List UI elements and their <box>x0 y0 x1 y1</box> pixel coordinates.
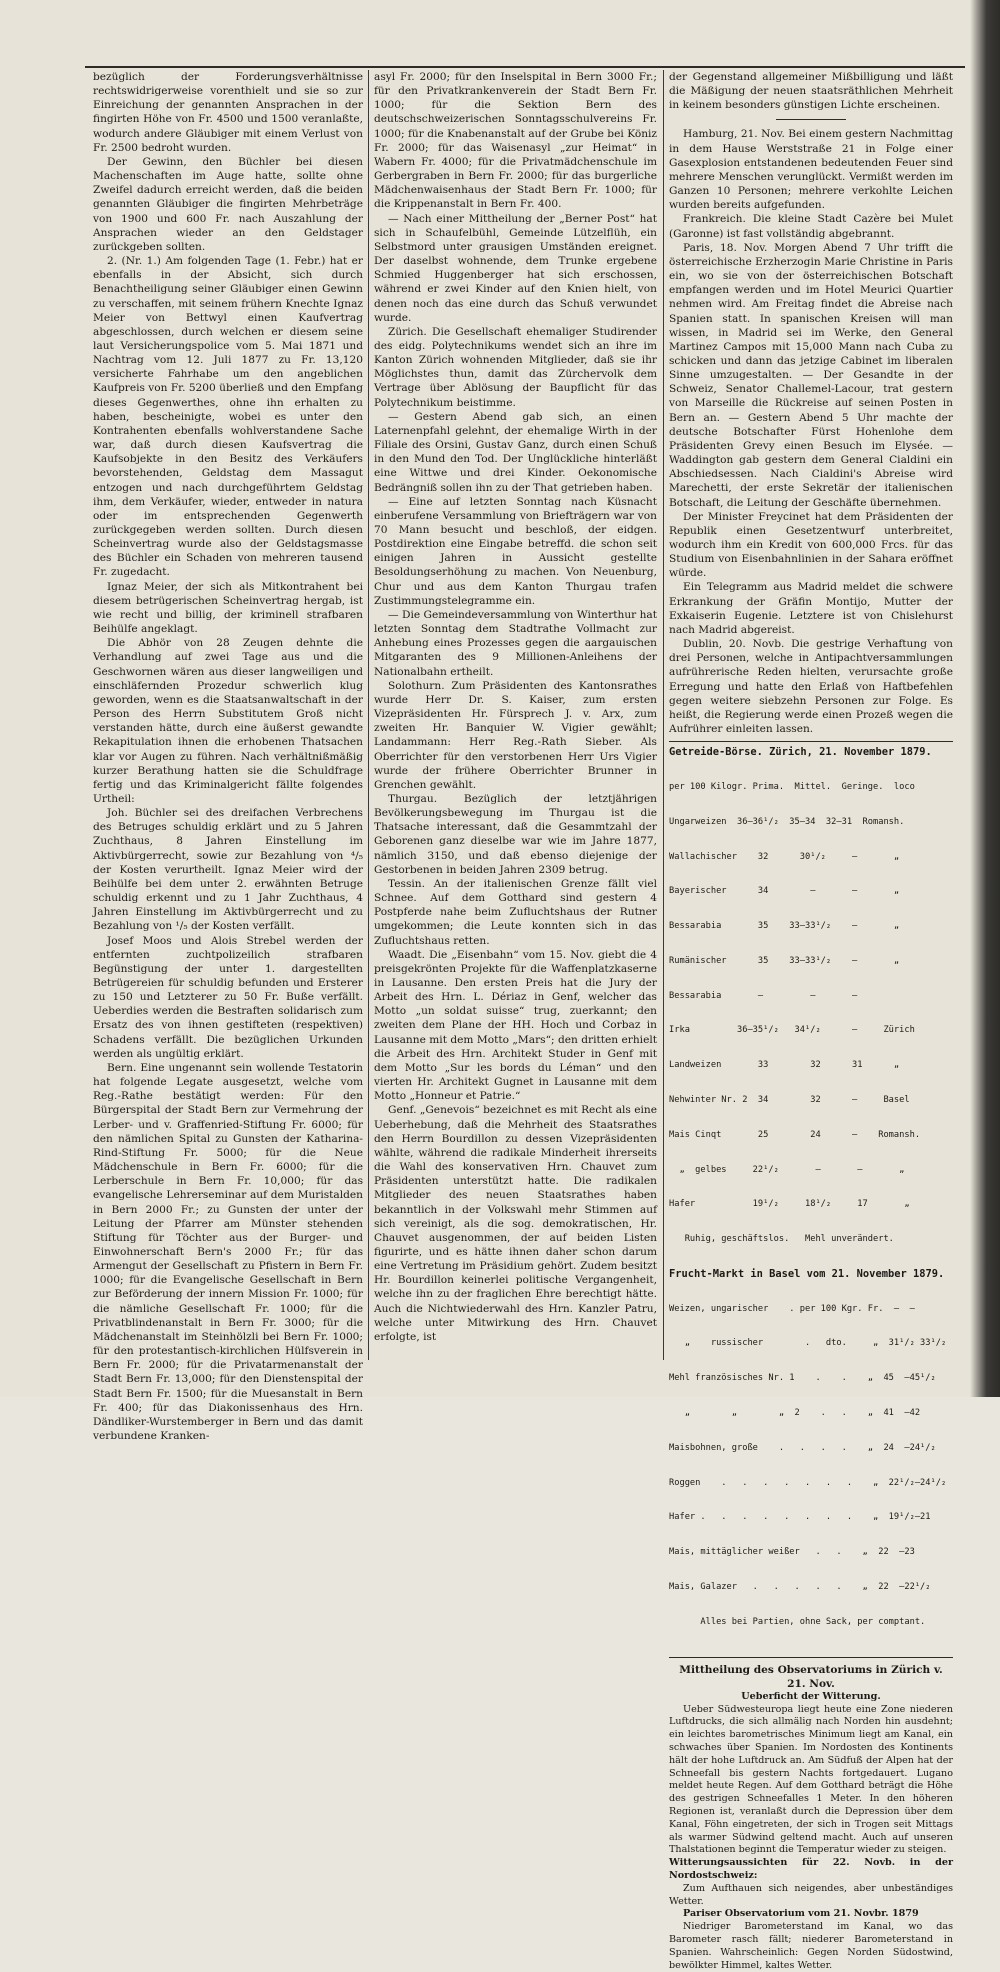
col3-paragraph: Der Minister Freycinet hat dem Präsidenten der Republik einen Gesetzentwurf unterbreitet, wodurch ihm ein Kredit von 600,000 Frcs. für das Studium von Eisenbahnlinien in der Sahara eröffnet würde. <box>669 510 953 580</box>
column-2 <box>374 70 657 1360</box>
page-edge-shadow <box>970 0 1000 1397</box>
grain-exchange-table <box>669 759 953 1269</box>
weather-overview-text: Ueber Südwesteuropa liegt heute eine Zone niederen Luftdrucks, die sich allmälig nach Norden hin ausdehnt; ein leichtes barometrisches Minimum liegt am Kanal, ein schwaches über Spanien. Im Nordosten des Kontinents hält der hohe Luftdruck an. Am Südfuß der Alpen hat der Schneefall bis gestern Nachts fortgedauert. Lugano meldet heute Regen. Auf dem Gotthard beträgt die Höhe des gestrigen Schneefalles 1 Meter. In den höheren Regionen ist, veranlaßt durch die Depression über dem Kanal, Föhn eingetreten, der sich in Trogen seit Mittags als warmer Südwind geltend macht. Auch auf unseren Thalstationen beginnt die Temperatur wieder zu steigen. <box>669 1703 953 1856</box>
col2-paragraph: Solothurn. Zum Präsidenten des Kantonsrathes wurde Herr Dr. S. Kaiser, zum ersten Vizepräsidenten Hr. Fürsprech J. v. Arx, zum zweiten Hr. Banquier W. Vigier gewählt; Landammann: Herr Reg.-Rath Sieber. Als Oberrichter für den verstorbenen Herr Urs Vigier wurde der frühere Oberrichter Brunner in Grenchen gewählt. <box>374 679 657 791</box>
market-line: Landweizen 33 32 31 „ <box>669 1060 900 1071</box>
market-line: Nehwinter Nr. 2 34 32 — Basel <box>669 1095 910 1105</box>
market-line: „ „ „ 2 . . „ 41 —42 <box>669 1408 921 1419</box>
market-line: Mais Cinqt 25 24 — Romansh. <box>669 1129 921 1140</box>
market-line: Weizen, ungarischer . per 100 Kgr. Fr. — — <box>669 1303 915 1314</box>
col2-paragraph: — Gestern Abend gab sich, an einen Laternenpfahl gelehnt, der ehemalige Wirth in der Filiale des Orsini, Gustav Ganz, durch einen Schuß in den Mund den Tod. Der Unglückliche hinterläßt eine Wittwe und drei Kinder. Oekonomische Bedrängniß sollen ihn zu der That getrieben haben. <box>374 410 657 494</box>
observatory-title: Mittheilung des Observatoriums in Zürich v. 21. Nov. <box>679 1663 943 1690</box>
col1-paragraph: Der Gewinn, den Büchler bei diesen Machenschaften im Auge hatte, sollte ohne Zweifel dadurch erreicht werden, daß die beiden genannten Gläubiger die fingirten Mehrbeträge von 1900 und 600 Fr. nach Auszahlung der Ansprachen wieder an den Geldstager zurückgeben sollten. <box>93 155 363 253</box>
paris-observatory-text: Niedriger Barometerstand im Kanal, wo das Barometer rasch fällt; niederer Barometerstand in Spanien. Wahrscheinlich: Gegen Norden Südostwind, bewölkter Himmel, kaltes Wetter. <box>669 1921 953 1971</box>
separator <box>669 741 953 742</box>
col2-paragraph: asyl Fr. 2000; für den Inselspital in Bern 3000 Fr.; für den Privatkrankenverein der Stadt Bern Fr. 1000; für die Sektion Bern des deutschschweizerischen Sonntagsschulvereins Fr. 1000; für die Knabenanstalt auf der Grube bei Köniz Fr. 2000; für das Waisenasyl „zur Heimat“ in Wabern Fr. 4000; für die Privatmädchenschule im Gerbergraben in Bern Fr. 2000; für das burgerliche Mädchenwaisenhaus der Stadt Bern Fr. 1000; für die Krippenanstalt in Bern Fr. 400. <box>374 71 657 211</box>
col2-paragraph: — Eine auf letzten Sonntag nach Küsnacht einberufene Versammlung von Briefträgern war von 70 Mann besucht und beschloß, der eidgen. Postdirektion eine Eingabe betreffd. die schon seit einigen Jahren in Aussicht gestellte Besoldungserhöhung zu machen. Von Neuenburg, Chur und aus dem Kanton Thurgau trafen Zustimmungstelegramme ein. <box>374 495 657 607</box>
col2-paragraph: Thurgau. Bezüglich der letztjährigen Bevölkerungsbewegung im Thurgau ist die Thatsache interessant, daß die Gesammtzahl der Geborenen ganz dieselbe war wie im Jahre 1877, nämlich 3150, und daß ebenso diejenige der Gestorbenen in beiden Jahren 2309 betrug. <box>374 792 657 876</box>
weather-overview-title: Ueberficht der Witterung. <box>741 1690 881 1702</box>
col2-paragraph: Waadt. Die „Eisenbahn“ vom 15. Nov. giebt die 4 preisgekrönten Projekte für die Waffenplatzkaserne in Lausanne. Den ersten Preis hat die Jury der Arbeit des Hrn. L. Dériaz in Genf, welcher das Motto „un soldat suisse“ trug, zuerkannt; den zweiten dem Plane der HH. Hoch und Corbaz in Lausanne mit dem Motto „Mars“; den dritten erhielt die Arbeit des Hrn. Architekt Studer in Genf mit dem Motto „Sur les bords du Léman“ und den vierten Hr. Architekt Gugnet in Lausanne mit dem Motto „Honneur et Patrie.“ <box>374 948 657 1103</box>
market-line: Bessarabia — — — <box>669 990 858 1001</box>
market-line: Hafer 19¹/₂ 18¹/₂ 17 „ <box>669 1199 910 1210</box>
col2-paragraph: Zürich. Die Gesellschaft ehemaliger Studirender des eidg. Polytechnikums wendet sich an ihre im Kanton Zürich wohnenden Mitglieder, daß sie ihr Möglichstes thun, damit das Zürchervolk dem Vertrage über Ablösung der Baupflicht für das Polytechnikum beistimme. <box>374 325 657 409</box>
col1-paragraph: bezüglich der Forderungsverhältnisse rechtswidrigerweise vorenthielt und sie so zur Einreichung der genannten Ansprachen in der fingirten Höhe von Fr. 4500 und 1500 veranlaßte, wodurch andere Gläubiger mit einem Verlust von Fr. 2500 bedroht wurden. <box>93 71 363 154</box>
col1-paragraph: 2. (Nr. 1.) Am folgenden Tage (1. Febr.) hat er ebenfalls in der Absicht, sich durch Benachtheiligung seiner Gläubiger einen Gewinn zu verschaffen, mit seinem frühern Knechte Ignaz Meier von Bettwyl einen Kaufvertrag abgeschlossen, durch welchen er diesem seine laut Versicherungspolice vom 5. Mai 1871 und Nachtrag vom 12. Juli 1877 zu Fr. 13,120 versicherte Fahrhabe um den angeblichen Kaufpreis von Fr. 5200 überließ und den Empfang dieses Gegenwerthes, ohne ihn erhalten zu haben, bescheinigte, wobei es unter den Kontrahenten ebenfalls wohlverstandene Sache war, daß durch diesen Kaufsvertrag die Kaufsobjekte in den Besitz des Verkäufers bevorstehenden, Geldstag dem Massagut entzogen und nach durchgeführtem Geldstag ihm, dem Verkäufer, wieder, entweder in natura oder im entsprechenden Gegenwerth zurückgegeben werden sollten. Durch diesen Scheinvertrag wurde also der Geldstagsmasse des Büchler ein Schaden von mehreren tausend Fr. zugedacht. <box>93 255 364 579</box>
col2-paragraph: Tessin. An der italienischen Grenze fällt viel Schnee. Auf dem Gotthard sind gestern 4 Postpferde nahe beim Zufluchtshaus der Rutner umgekommen; die Leute konnten sich in das Zufluchtshaus retten. <box>374 877 657 947</box>
col1-paragraph: Die Abhör von 28 Zeugen dehnte die Verhandlung auf zwei Tage aus und die Geschwornen wären aus dieser langweiligen und einschläfernden Prozedur schwerlich klug geworden, wenn es die Staatsanwaltschaft in der Person des Herrn Substitutem Groß nicht verstanden hätte, durch eine äußerst gewandte Rekapitulation ihnen die erhobenen Thatsachen klar vor Augen zu führen. Nach verhältnißmäßig kurzer Berathung hatten sie die Schuldfrage fertig und das Kriminalgericht fällte folgendes Urtheil: <box>93 637 363 805</box>
market-line: Bayerischer 34 — — „ <box>669 886 900 897</box>
market-line: per 100 Kilogr. Prima. Mittel. Geringe. loco <box>669 781 915 792</box>
col1-paragraph: Ignaz Meier, der sich als Mitkontrahent bei diesem betrügerischen Scheinvertrag hergab, ist wie recht und billig, der kriminell strafbaren Beihülfe angeklagt. <box>93 580 363 636</box>
market-line: Bessarabia 35 33—33¹/₂ — „ <box>669 921 900 932</box>
column-divider <box>663 70 664 1360</box>
basel-market-title: Frucht-Markt in Basel vom 21. November 1879. <box>669 1267 945 1280</box>
market-line: Mais, Galazer . . . . . „ 22 —22¹/₂ <box>669 1581 931 1592</box>
col1-paragraph: Joh. Büchler sei des dreifachen Verbrechens des Betruges schuldig erklärt und zu 5 Jahren Zuchthaus, 8 Jahren Einstellung im Aktivbürgerrecht, sowie zur Bezahlung von ⁴/₅ der Kosten verurtheilt. Ignaz Meier wird der Beihülfe bei dem unter 2. erwähnten Betruge schuldig erkennt und zu 1 Jahr Zuchthaus, 4 Jahren Einstellung im Aktivbürgerrecht und zu Bezahlung von ¹/₅ der Kosten verfällt. <box>93 807 363 933</box>
market-line: Roggen . . . . . . . „ 22¹/₂—24¹/₂ <box>669 1477 947 1488</box>
market-line: Ungarweizen 36—36¹/₂ 35—34 32—31 Romansh. <box>669 816 905 827</box>
col3-paragraph: Ein Telegramm aus Madrid meldet die schwere Erkrankung der Gräfin Montijo, Mutter der Exkaiserin Eugenie. Letztere ist von Chislehurst nach Madrid abgereist. <box>669 581 953 636</box>
paris-observatory-title: Pariser Observatorium vom 21. Novbr. 1879 <box>683 1908 919 1920</box>
market-line: Mehl französisches Nr. 1 . . „ 45 —45¹/₂ <box>669 1373 936 1384</box>
market-line: Mais, mittäglicher weißer . . „ 22 —23 <box>669 1547 915 1558</box>
market-line: Maisbohnen, große . . . . „ 24 —24¹/₂ <box>669 1442 936 1453</box>
forecast-title: Witterungsaussichten für 22. Novb. in der Nordostschweiz: <box>669 1857 953 1881</box>
market-line: Hafer . . . . . . . . „ 19¹/₂—21 <box>669 1512 931 1523</box>
col1-paragraph: Bern. Eine ungenannt sein wollende Testatorin hat folgende Legate ausgesetzt, welche vom Reg.-Rathe bestätigt werden: Für den Bürgerspital der Stadt Bern zur Vermehrung der Lerber- und v. Graffenried-Stiftung Fr. 6000; für den nämlichen Spital zu Gunsten der Katharina-Rind-Stiftung Fr. 5000; für die Neue Mädchenschule in Bern Fr. 6000; für die Lerberschule in Bern Fr. 10,000; für das evangelische Lehrerseminar auf dem Muristalden in Bern 2000 Fr.; zu Gunsten der unter der Leitung der Pfarrer am Münster stehenden Stiftung für Töchter aus der Burger- und Einwohnerschaft Bern's 2000 Fr.; für das Armengut der Gesellschaft zu Pfistern in Bern Fr. 1000; für die Evangelische Gesellschaft in Bern zur Beförderung der innern Mission Fr. 1000; für die nämliche Gesellschaft Fr. 1000; für die Privatblindenanstalt in Bern Fr. 3000; für die Mädchenanstalt im Steinhölzli bei Bern Fr. 1000; für den protestantisch-kirchlichen Hülfsverein in Bern Fr. 2000; für die Privatarmenanstalt der Stadt Bern Fr. 13,000; für den Dienstenspital der Stadt Bern Fr. 1500; für die Muesanstalt in Bern Fr. 400; für das Diakonissenhaus des Hrn. Dändliker-Wurstemberger in Bern und das damit verbundene Kranken- <box>93 1061 363 1442</box>
col3-paragraph: Paris, 18. Nov. Morgen Abend 7 Uhr trifft die österreichische Erzherzogin Marie Christine in Paris ein, wo sie von der österreichischen Botschaft empfangen werden und im Hotel Meurici Quartier nehmen wird. Am Freitag findet die Abreise nach Spanien statt. In spanischen Kreisen will man wissen, in Madrid sei im Werke, den General Martinez Campos mit 15,000 Mann nach Cuba zu schicken und dann das jetzige Cabinet im liberalen Sinne umzugestalten. — Der Gesandte in der Schweiz, Senator Challemel-Lacour, trat gestern von Marseille die Rückreise auf seinen Posten in Bern an. — Gestern Abend 5 Uhr machte der deutsche Botschafter Fürst Hohenlohe dem Präsidenten Grevy einen Besuch im Elysée. — Waddington gab gestern dem General Cialdini ein Abschiedsessen. Nach Cialdini's Abreise wird Marechetti, der erste Sekretär der italienischen Botschaft, die Leitung der Geschäfte übernehmen. <box>669 241 953 509</box>
market-line: Alles bei Partien, ohne Sack, per comptant. <box>669 1616 926 1627</box>
market-line: „ gelbes 22¹/₂ — — „ <box>669 1164 905 1175</box>
col2-paragraph: — Die Gemeindeversammlung von Winterthur hat letzten Sonntag dem Stadtrathe Vollmacht zur Anhebung eines Prozesses gegen die aargauischen Mitgaranten des 9 Millionen-Anleihens der Nationalbahn ertheilt. <box>374 608 657 678</box>
market-line: Irka 36—35¹/₂ 34¹/₂ — Zürich <box>669 1025 915 1036</box>
column-1 <box>93 70 364 1442</box>
col2-paragraph: Genf. „Genevois“ bezeichnet es mit Recht als eine Ueberhebung, daß die Mehrheit des Staatsrathes den Herrn Bourdillon zu dessen Vizepräsidenten wählte, während die radikale Minderheit ihrerseits die Wahl des konservativen Hrn. Chauvet zum Präsidenten unterstützt hatte. Die radikalen Mitglieder des neuen Staatsrathes haben bekanntlich in der Volkswahl mehr Stimmen auf sich vereinigt, als die sog. demokratischen, Hr. Chauvet ausgenommen, der auf beiden Listen figurirte, und es hätte ihnen daher schon darum eine Vertretung im Präsidium gehört. Zudem besitzt Hr. Bourdillon keinerlei politische Vergangenheit, welche ihn zu der fraglichen Ehre berechtigt hätte. Auch die Nichtwiederwahl des Hrn. Kanzler Patru, welche unter Mitwirkung des Hrn. Chauvet erfolgte, ist <box>374 1104 657 1343</box>
basel-market-table <box>669 1281 953 1652</box>
separator <box>669 1657 953 1658</box>
grain-exchange-title: Getreide-Börse. Zürich, 21. November 1879. <box>669 746 932 759</box>
forecast-text: Zum Aufthauen sich neigendes, aber unbeständiges Wetter. <box>669 1882 953 1907</box>
col3-paragraph: Frankreich. Die kleine Stadt Cazère bei Mulet (Garonne) ist fast vollständig abgebrannt. <box>669 213 953 240</box>
col2-paragraph: — Nach einer Mittheilung der „Berner Post“ hat sich in Schaufelbühl, Gemeinde Lützelflüh, ein Selbstmord unter grausigen Umständen ereignet. Der daselbst wohnende, dem Trunke ergebene Schmied Huggenberger hat sich erschossen, während er zwei Kinder auf den Knien hielt, von denen noch das eine durch das Schuß verwundet wurde. <box>374 212 657 324</box>
separator <box>776 119 846 120</box>
col3-paragraph: Dublin, 20. Novb. Die gestrige Verhaftung von drei Personen, welche in Antipachtversammlungen aufrührerische Reden hielten, verursachte große Erregung und hatte den Erlaß von Haftbefehlen gegen weitere siebzehn Personen zur Folge. Es heißt, die Regierung werde einen Prozeß wegen die Aufrührer einleiten lassen. <box>669 638 953 736</box>
market-line: Wallachischer 32 30¹/₂ — „ <box>669 851 900 862</box>
market-line: „ russischer . dto. „ 31¹/₂ 33¹/₂ <box>669 1338 947 1349</box>
top-rule <box>85 66 965 68</box>
market-line: Ruhig, geschäftslos. Mehl unverändert. <box>669 1234 894 1245</box>
column-3 <box>669 70 953 1971</box>
column-divider <box>368 70 369 1360</box>
col1-paragraph: Josef Moos und Alois Strebel werden der entfernten zuchtpolizeilich strafbaren Begünstigung der unter 1. dargestellten Betrügereien für schuldig befunden und Ersterer zu 150 und Letzterer zu 50 Fr. Buße verfällt. Ueberdies werden die Bestraften solidarisch zum Ersatz des von ihnen gestifteten (respektiven) Schadens verfällt. Die bezüglichen Urkunden werden als ungültig erklärt. <box>93 934 363 1060</box>
col3-paragraph: Hamburg, 21. Nov. Bei einem gestern Nachmittag in dem Hause Werststraße 21 in Folge einer Gasexplosion entstandenen bedeutenden Feuer sind mehrere Menschen verunglückt. Vermißt werden im Ganzen 10 Personen; mehrere verkohlte Leichen wurden bereits aufgefunden. <box>669 128 953 212</box>
market-line: Rumänischer 35 33—33¹/₂ — „ <box>669 955 900 966</box>
col3-paragraph: der Gegenstand allgemeiner Mißbilligung und läßt die Mäßigung der neuen staatsräthlichen Mehrheit in keinem besonders günstigen Lichte erscheinen. <box>669 71 953 112</box>
